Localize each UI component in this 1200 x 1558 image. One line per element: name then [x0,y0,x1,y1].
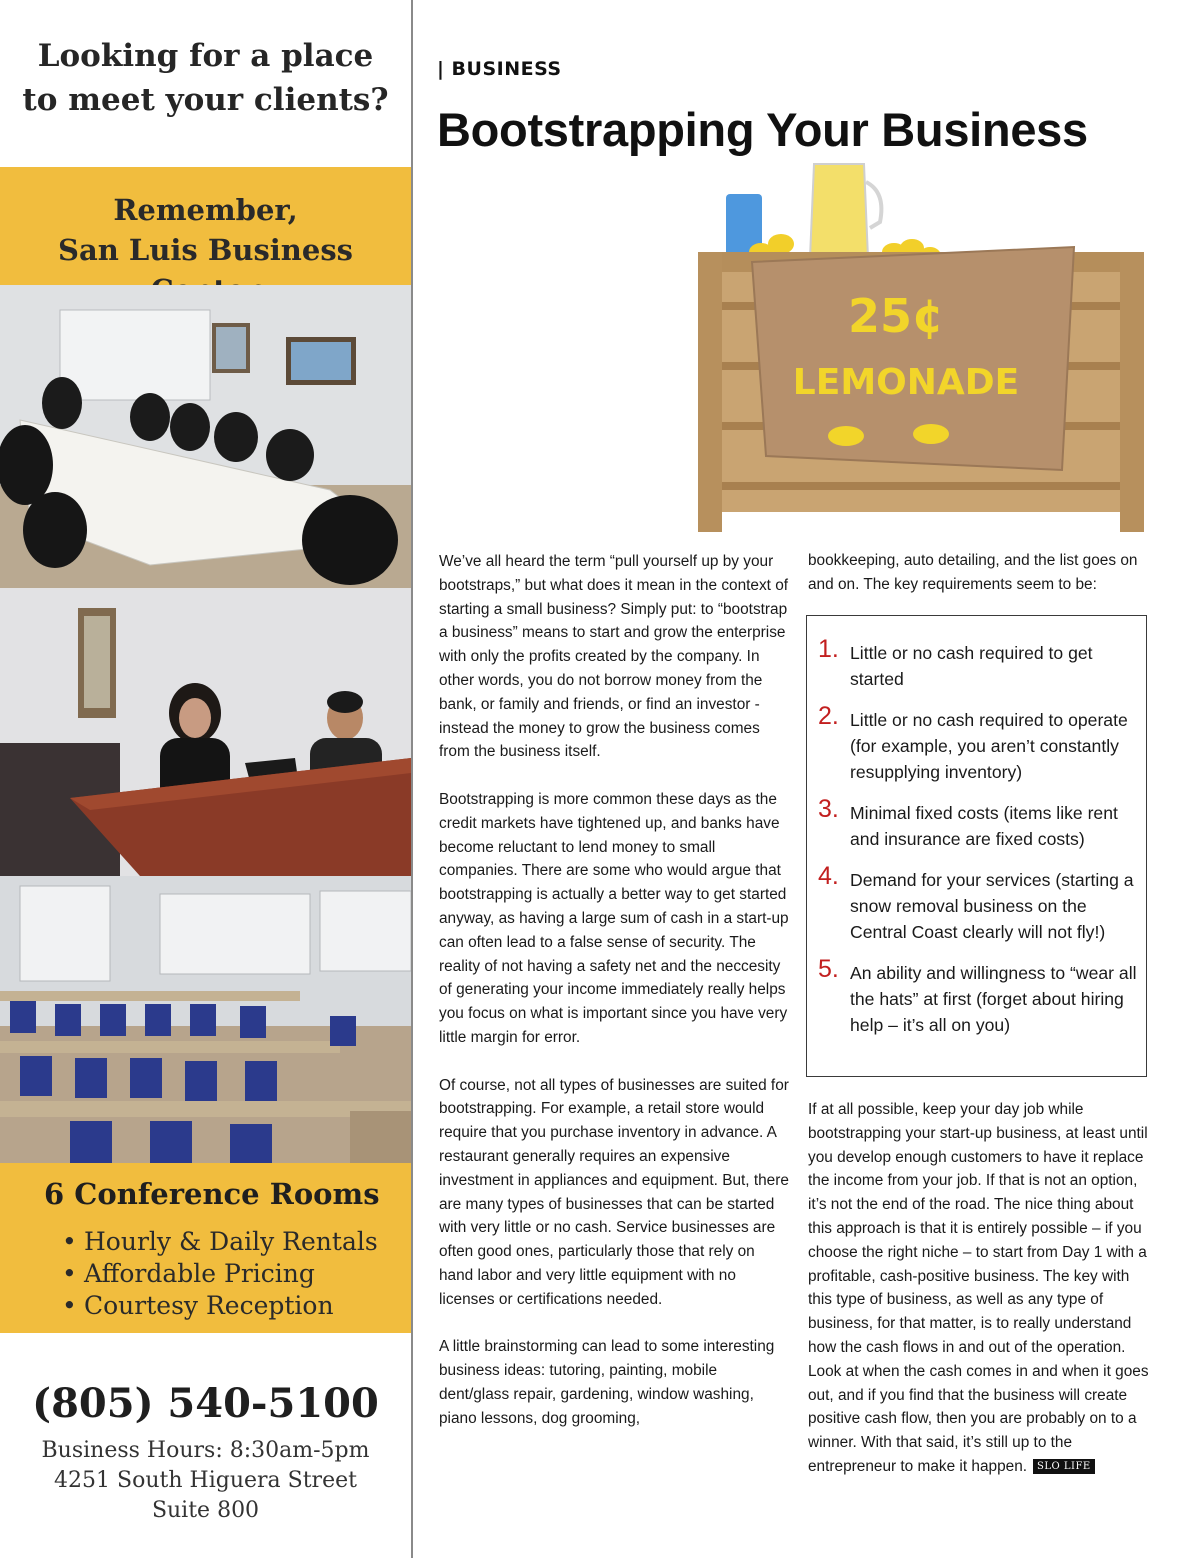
ad-headline [0,34,411,122]
column-divider [411,0,413,1558]
requirements-list [818,635,1138,1053]
sign-price: 25¢ [847,289,945,343]
list-item: 1. Little or no cash required to get started [818,635,1093,689]
slo-life-end-mark: SLO LIFE [1033,1459,1095,1474]
list-item: • Courtesy Reception [62,1291,334,1320]
closing-text: If at all possible, keep your day job while bootstrapping your start-up business, at least until you develop enough customers to have it replace the income from your job. If that is not an option, it’s not the end of the road. The nice thing about this approach is that it is entirely possible – if you choose the right niche – to start from Day 1 with a profitable, cash-positive business. The key with this type of business, as well as any type of business, for that matter, is to really understand how the cash flows in and out of the operation. Look at when the cash comes in and when it goes out, and if you find that the business will create positive cash flow, then you are probably on to a winner. With that said, it’s still up to the entrepreneur to make it happen. [808,1101,1149,1475]
paragraph: We’ve all heard the term “pull yourself up by your bootstraps,” but what does it mean in the context of starting a small business? Simply put: to “bootstrap a business” means to start and grow the enterprise with only the profits created by the company. In other words, you do not borrow money from the bank, or family and friends, or find an investor - instead the money to grow the business comes from the business itself. [439,553,789,761]
section-tag: | BUSINESS [437,58,562,80]
rooms-list [62,1226,378,1322]
ad-band-line-2: San Luis Business [58,233,353,267]
sign-word: LEMONADE [792,362,1020,403]
article-column-right-bottom [808,1098,1153,1479]
ad-phone: (805) 540-5100 [32,1380,379,1427]
meeting-photo [0,588,411,876]
paragraph: Of course, not all types of businesses are suited for bootstrapping. For example, a retail store would require that you purchase inventory in advance. A restaurant generally requires an expensive investment in appliances and equipment. But, there are many types of businesses that can be started with very little or no cash. Service businesses are often good ones, particularly those that rely on hand labor and very little equipment with no licenses or certifications needed. [439,1076,789,1308]
list-item: 5. An ability and willingness to “wear all the hats” at first (forget about hiring help – it’s all on you) [818,955,1137,1035]
lemonade-stand-image [686,152,1176,547]
list-item: • Affordable Pricing [62,1259,315,1288]
advertisement-column [0,0,411,1558]
ad-band-line-1: Remember, [113,193,298,227]
ad-suite: Suite 800 [151,1498,260,1523]
article-column-right-top [808,549,1153,597]
classroom-photo [0,876,411,1163]
ad-headline-line-1: Looking for a place [37,38,374,74]
ad-address [0,1436,411,1526]
list-item: • Hourly & Daily Rentals [62,1227,378,1256]
paragraph: A little brainstorming can lead to some interesting business ideas: tutoring, painting, mobile dent/glass repair, gardening, window washing, piano lessons, dog grooming, [439,1338,775,1427]
rooms-title: 6 Conference Rooms [44,1177,380,1211]
boardroom-photo [0,285,411,588]
list-item: 3. Minimal fixed costs (items like rent and insurance are fixed costs) [818,795,1118,849]
paragraph [808,1098,1153,1479]
ad-street: 4251 South Higuera Street [54,1468,357,1493]
article-column-left [439,550,789,1454]
ad-headline-line-2: to meet your clients? [22,82,389,118]
ad-hours: Business Hours: 8:30am-5pm [41,1438,370,1463]
list-item: 2. Little or no cash required to operate (for example, you aren’t constantly resupplying inventory) [818,702,1128,782]
paragraph: bookkeeping, auto detailing, and the list goes on and on. The key requirements seem to be: [808,552,1138,593]
article-title: Bootstrapping Your Business [437,103,1088,156]
paragraph: Bootstrapping is more common these days as the credit markets have tightened up, and banks have become reluctant to lend money to small companies. There are some who would argue that bootstrapping is actually a better way to get started anyway, as having a large sum of cash in a start-up can often lead to a false sense of security. The reality of not having a safety net and the neccesity of generating your income immediately really helps you focus on what is important since you have very little margin for error. [439,790,789,1046]
list-item: 4. Demand for your services (starting a snow removal business on the Central Coast clearly will not fly!) [818,862,1134,942]
